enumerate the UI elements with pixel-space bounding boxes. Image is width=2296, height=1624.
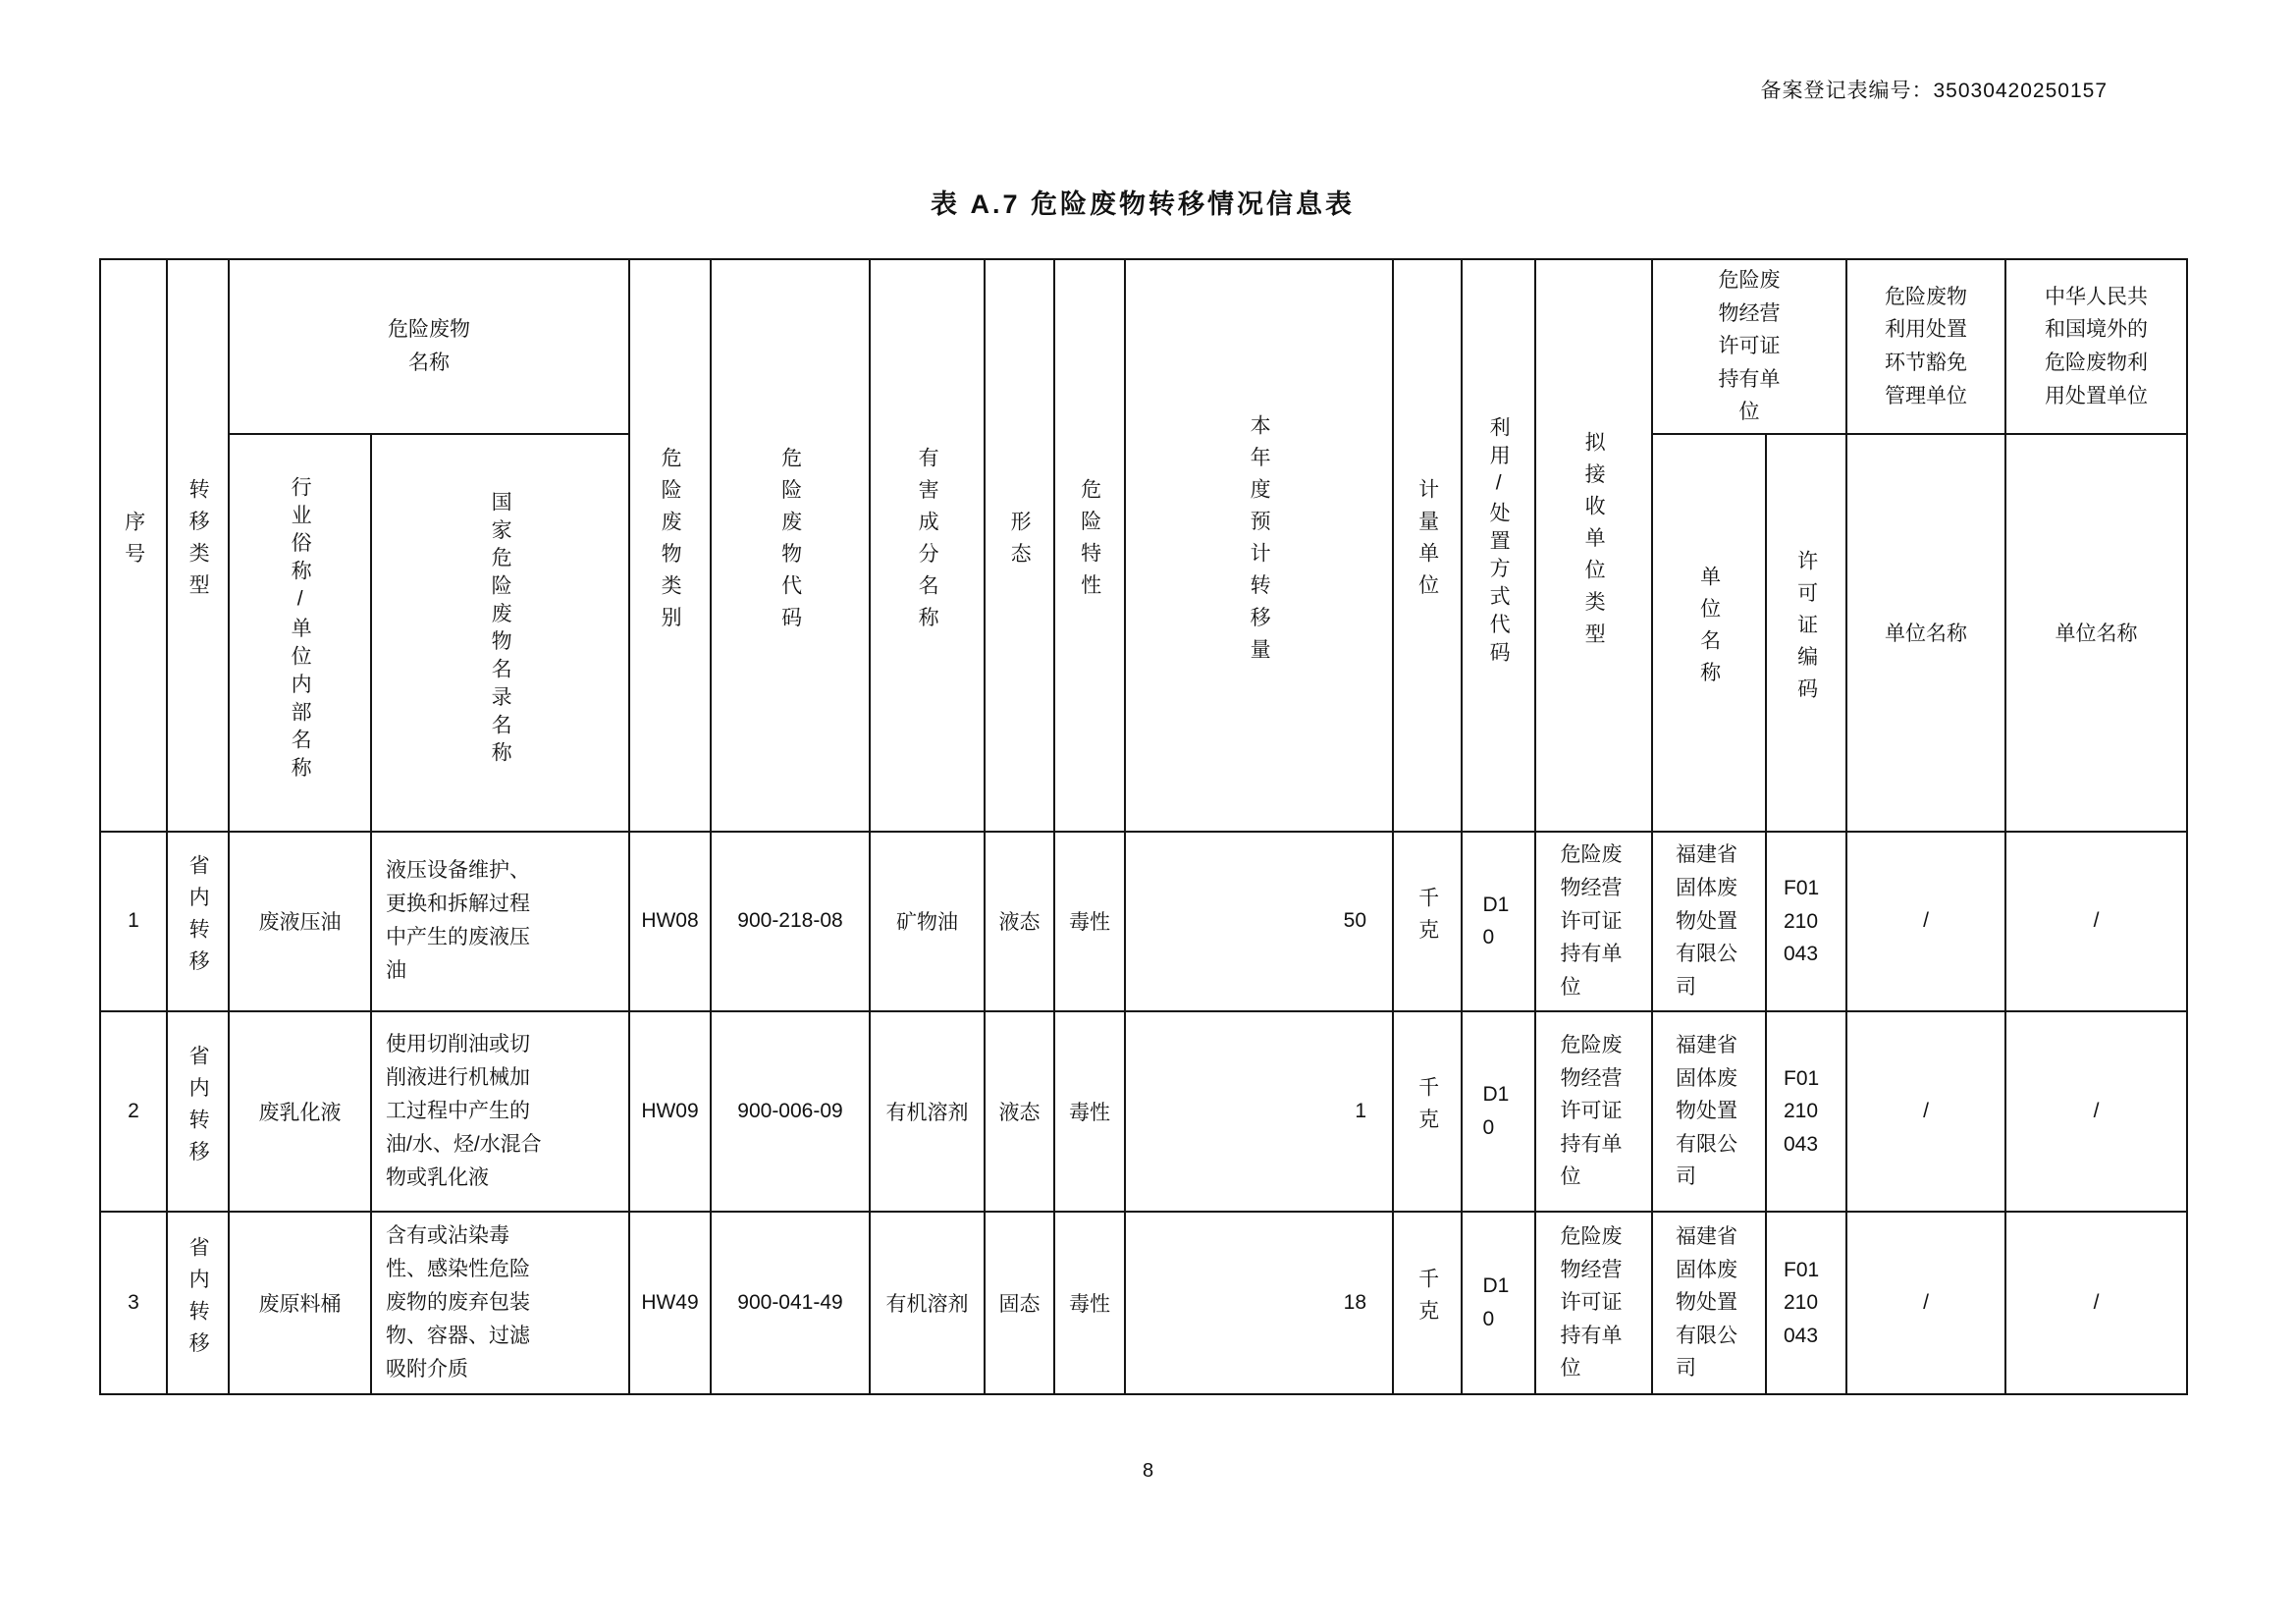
cell-method-code — [1462, 1011, 1535, 1212]
header-annual-amount-label: 本年度预计转移量 — [1248, 414, 1271, 671]
header-method-code — [1462, 259, 1535, 832]
header-exempt-unit-name-label: 单位名称 — [1885, 623, 1967, 646]
page-number: 8 — [1142, 1460, 1154, 1482]
table-row — [100, 1011, 2187, 1212]
cell-national-catalog-name: 液压设备维护、更换和拆解过程中产生的废液压油 — [371, 832, 629, 1011]
header-license-code-label: 许可证编码 — [1794, 550, 1818, 710]
cell-license-code — [1766, 1212, 1846, 1394]
cell-transfer-type — [167, 832, 229, 1011]
holder-unit-name-text: 福建省固体废物处置有限公司 — [1676, 843, 1737, 999]
group-header-exempt-unit-label: 危险废物利用处置环节豁免管理单位 — [1885, 285, 1967, 407]
header-hw-code-label: 危险废物代码 — [778, 446, 802, 639]
page-title: 表 A.7 危险废物转移情况信息表 — [930, 189, 1356, 219]
header-seq — [100, 259, 167, 832]
license-code-text: F01210043 — [1784, 1258, 1820, 1347]
transfer-type-text: 省内转移 — [187, 854, 210, 983]
header-industry-name — [229, 434, 371, 832]
cell-overseas-unit-name: / — [2005, 832, 2187, 1011]
header-unit — [1393, 259, 1462, 832]
unit-text: 千克 — [1415, 886, 1439, 951]
cell-receiver-type — [1535, 832, 1652, 1011]
header-receiver-type — [1535, 259, 1652, 832]
cell-license-code — [1766, 1011, 1846, 1212]
receiver-type-text: 危险废物经营许可证持有单位 — [1560, 1224, 1623, 1380]
header-hazard-property — [1054, 259, 1125, 832]
header-overseas-unit-name — [2005, 434, 2187, 832]
cell-unit — [1393, 1212, 1462, 1394]
cell-hw-category: HW49 — [629, 1212, 711, 1394]
header-hw-category-label: 危险废物类别 — [659, 446, 682, 639]
cell-amount: 18 — [1125, 1212, 1393, 1394]
header-overseas-unit-name-label: 单位名称 — [2055, 623, 2138, 646]
cell-overseas-unit-name: / — [2005, 1011, 2187, 1212]
cell-receiver-type — [1535, 1011, 1652, 1212]
header-hw-code — [711, 259, 870, 832]
cell-seq: 1 — [100, 832, 167, 1011]
method-code-text: D10 — [1482, 893, 1510, 949]
header-receiver-type-label: 拟接收单位类型 — [1582, 430, 1606, 655]
cell-hazard-property: 毒性 — [1054, 1011, 1125, 1212]
cell-harmful-component: 矿物油 — [870, 832, 985, 1011]
cell-seq: 3 — [100, 1212, 167, 1394]
header-unit-label: 计量单位 — [1415, 478, 1439, 607]
group-header-overseas-unit — [2005, 259, 2187, 434]
header-harmful-component — [870, 259, 985, 832]
cell-amount: 1 — [1125, 1011, 1393, 1212]
license-code-text: F01210043 — [1784, 877, 1820, 966]
cell-form: 液态 — [985, 1011, 1054, 1212]
cell-exempt-unit-name: / — [1846, 832, 2005, 1011]
table-row — [100, 832, 2187, 1011]
transfer-table — [99, 258, 2188, 1395]
cell-transfer-type — [167, 1011, 229, 1212]
group-header-hw-name — [229, 259, 629, 434]
header-group-row — [100, 259, 2187, 434]
group-header-overseas-unit-label: 中华人民共和国境外的危险废物利用处置单位 — [2045, 285, 2148, 407]
cell-industry-name: 废液压油 — [229, 832, 371, 1011]
header-hw-category — [629, 259, 711, 832]
cell-industry-name: 废原料桶 — [229, 1212, 371, 1394]
header-license-code — [1766, 434, 1846, 832]
header-exempt-unit-name — [1846, 434, 2005, 832]
header-seq-label: 序号 — [122, 510, 145, 575]
cell-form: 液态 — [985, 832, 1054, 1011]
cell-unit — [1393, 832, 1462, 1011]
method-code-text: D10 — [1482, 1274, 1510, 1330]
registration-number: 备案登记表编号：35030420250157 — [1760, 80, 2108, 102]
cell-transfer-type — [167, 1212, 229, 1394]
header-holder-unit-name-label: 单位名称 — [1697, 566, 1721, 694]
header-national-catalog-name-label: 国家危险废物名录名称 — [489, 490, 512, 770]
header-method-code-label: 利用/处置方式代码 — [1487, 415, 1511, 670]
header-annual-amount — [1125, 259, 1393, 832]
cell-industry-name: 废乳化液 — [229, 1011, 371, 1212]
cell-exempt-unit-name: / — [1846, 1011, 2005, 1212]
cell-hazard-property: 毒性 — [1054, 832, 1125, 1011]
group-header-license-holder-label: 危险废物经营许可证持有单位 — [1718, 269, 1781, 424]
cell-overseas-unit-name: / — [2005, 1212, 2187, 1394]
cell-method-code — [1462, 832, 1535, 1011]
cell-hw-code: 900-006-09 — [711, 1011, 870, 1212]
header-form-label: 形态 — [1008, 510, 1032, 575]
header-hazard-property-label: 危险特性 — [1078, 478, 1101, 607]
header-form — [985, 259, 1054, 832]
holder-unit-name-text: 福建省固体废物处置有限公司 — [1676, 1224, 1737, 1380]
cell-national-catalog-name: 含有或沾染毒性、感染性危险废物的废弃包装物、容器、过滤吸附介质 — [371, 1212, 629, 1394]
cell-hw-category: HW08 — [629, 832, 711, 1011]
header-national-catalog-name — [371, 434, 629, 832]
cell-hazard-property: 毒性 — [1054, 1212, 1125, 1394]
header-holder-unit-name — [1652, 434, 1766, 832]
cell-license-code — [1766, 832, 1846, 1011]
header-transfer-type — [167, 259, 229, 832]
cell-holder-unit-name — [1652, 1212, 1766, 1394]
cell-receiver-type — [1535, 1212, 1652, 1394]
cell-hw-code: 900-041-49 — [711, 1212, 870, 1394]
cell-exempt-unit-name: / — [1846, 1212, 2005, 1394]
transfer-type-text: 省内转移 — [187, 1044, 210, 1173]
transfer-type-text: 省内转移 — [187, 1235, 210, 1365]
cell-hw-code: 900-218-08 — [711, 832, 870, 1011]
cell-harmful-component: 有机溶剂 — [870, 1011, 985, 1212]
table-row — [100, 1212, 2187, 1394]
holder-unit-name-text: 福建省固体废物处置有限公司 — [1676, 1033, 1737, 1189]
receiver-type-text: 危险废物经营许可证持有单位 — [1560, 1033, 1623, 1189]
cell-unit — [1393, 1011, 1462, 1212]
header-harmful-component-label: 有害成分名称 — [916, 446, 939, 639]
cell-national-catalog-name: 使用切削油或切削液进行机械加工过程中产生的油/水、烃/水混合物或乳化液 — [371, 1011, 629, 1212]
cell-hw-category: HW09 — [629, 1011, 711, 1212]
cell-holder-unit-name — [1652, 1011, 1766, 1212]
header-transfer-type-label: 转移类型 — [187, 478, 210, 607]
unit-text: 千克 — [1415, 1268, 1439, 1332]
cell-amount: 50 — [1125, 832, 1393, 1011]
receiver-type-text: 危险废物经营许可证持有单位 — [1560, 843, 1623, 999]
unit-text: 千克 — [1415, 1076, 1439, 1141]
header-industry-name-label: 行业俗称/单位内部名称 — [289, 475, 312, 785]
group-header-exempt-unit — [1846, 259, 2005, 434]
cell-form: 固态 — [985, 1212, 1054, 1394]
cell-method-code — [1462, 1212, 1535, 1394]
method-code-text: D10 — [1482, 1083, 1510, 1139]
cell-harmful-component: 有机溶剂 — [870, 1212, 985, 1394]
cell-seq: 2 — [100, 1011, 167, 1212]
license-code-text: F01210043 — [1784, 1066, 1820, 1156]
group-header-license-holder — [1652, 259, 1846, 434]
cell-holder-unit-name — [1652, 832, 1766, 1011]
group-header-hw-name-label: 危险废物名称 — [388, 318, 470, 374]
